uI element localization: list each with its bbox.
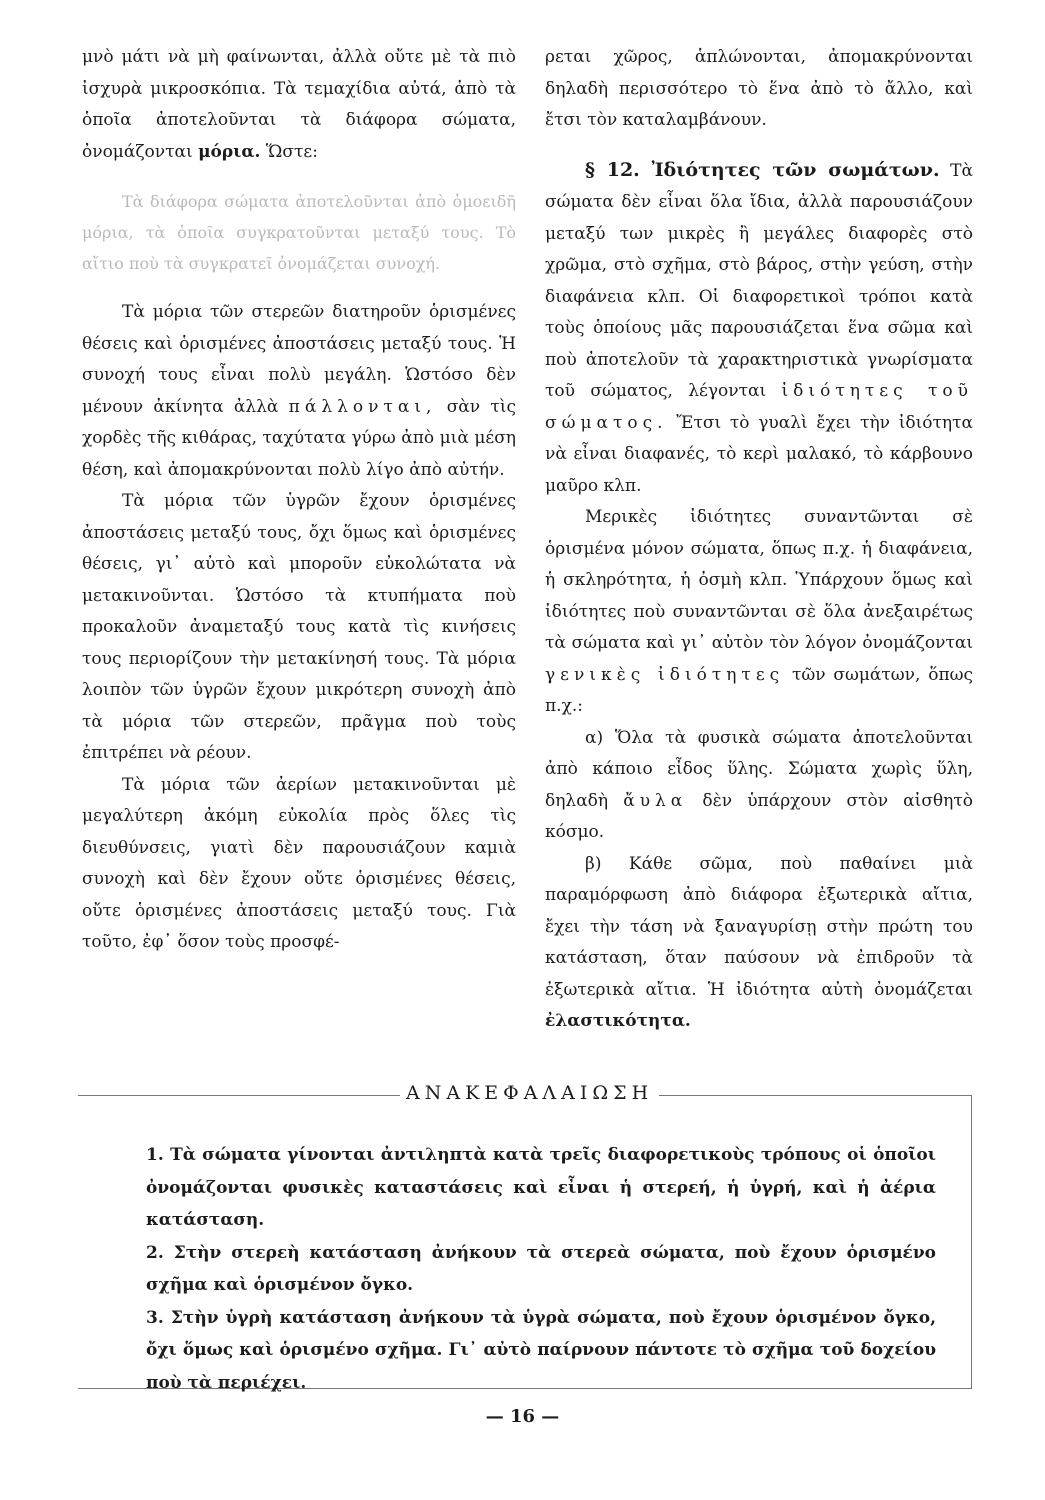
text-run: β) Κάθε σῶμα, ποὺ παθαίνει μιὰ παραμόρφωση ἀπὸ διάφορα ἐξωτερικὰ αἴτια, ἔχει τὴν τάση νὰ ξαναγυρίσῃ στὴν πρώτη του κατάσταση, ὅταν παύσουν νὰ ἐπιδροῦν τὰ ἐξωτερικὰ αἴτια. Ἡ ἰδιότητα αὐτὴ ὀνομάζεται <box>545 853 973 1000</box>
summary-item: 1. Τὰ σώματα γίνονται ἀντιληπτὰ κατὰ τρεῖς διαφορετικοὺς τρόπους οἱ ὁποῖοι ὀνομάζονται φυσικὲς καταστάσεις καὶ εἶναι ἡ στερεή, ἡ ὑγρή, καὶ ἡ ἀέρια κατάσταση. <box>146 1145 936 1230</box>
text-run: μνὸ μάτι νὰ μὴ φαίνωνται, ἀλλὰ οὔτε μὲ τὰ πιὸ ἰσχυρὰ μικροσκόπια. Τὰ τεμαχίδια αὐτά, ἀπὸ τὰ ὁποῖα ἀποτελοῦνται τὰ διάφορα σώματα, ὀνομάζονται <box>82 47 516 162</box>
paragraph: ρεται χῶρος, ἁπλώνονται, ἀπομακρύνονται δηλαδὴ περισσότερο τὸ ἕνα ἀπὸ τὸ ἄλλο, καὶ ἔτσι τὸν καταλαμβάνουν. <box>545 47 973 130</box>
spaced-term: πάλλονται, <box>288 396 437 417</box>
bold-term: μόρια. <box>198 141 261 162</box>
spaced-term: γενικὲς ἰδιότητες <box>545 664 785 685</box>
summary-item: 3. Στὴν ὑγρὴ κατάσταση ἀνήκουν τὰ ὑγρὰ σώματα, ποὺ ἔχουν ὁρισμένον ὄγκο, ὄχι ὅμως καὶ ὁρισμένο σχῆμα. Γι᾿ αὐτὸ παίρνουν πάντοτε τὸ σχῆμα τοῦ δοχείου ποὺ τὰ περιέχει. <box>146 1307 936 1393</box>
bold-term: ἐλαστικότητα. <box>545 1011 691 1031</box>
section-heading: § 12. Ἰδιότητες τῶν σωμάτων. <box>585 158 940 181</box>
summary-item: 2. Στὴν στερεὴ κατάσταση ἀνήκουν τὰ στερεὰ σώματα, ποὺ ἔχουν ὁρισμένο σχῆμα καὶ ὁρισμένον ὄγκο. <box>146 1242 936 1295</box>
text-run: Τὰ σώματα δὲν εἶναι ὅλα ἴδια, ἀλλὰ παρουσιάζουν μεταξύ των μικρὲς ἢ μεγάλες διαφορὲς στὸ χρῶμα, στὸ σχῆμα, στὸ βάρος, στὴν γεύση, στὴν διαφάνεια κλπ. Οἱ διαφορετικοὶ τρόποι κατὰ τοὺς ὁποίους μᾶς παρουσιάζεται ἕνα σῶμα καὶ ποὺ ἀποτελοῦν τὰ χαρακτηριστικὰ γνωρίσματα τοῦ σώματος, λέγονται <box>545 160 973 401</box>
page-number: — 16 — <box>485 1406 560 1427</box>
paragraph <box>545 849 973 1038</box>
text-run: α) Ὅλα τὰ φυσικὰ σώματα ἀποτελοῦνται ἀπὸ κάποιο εἶδος ὕλης. Σώματα χωρὶς ὕλη, δηλαδὴ <box>545 727 973 811</box>
paragraph: Τὰ μόρια τῶν ἀερίων μετακινοῦνται μὲ μεγαλύτερη ἀκόμη εὐκολία πρὸς ὅλες τὶς διευθύνσεις, γιατὶ δὲν παρουσιάζουν καμιὰ συνοχὴ καὶ δὲν ἔχουν οὔτε ὁρισμένες θέσεις, οὔτε ὁρισμένες ἀποστάσεις μεταξύ τους. Γιὰ τοῦτο, ἐφ᾿ ὅσον τοὺς προσφέ- <box>82 774 516 952</box>
paragraph <box>545 723 973 849</box>
text-run: σὰν τὶς χορδὲς τῆς κιθάρας, ταχύτατα γύρω ἀπὸ μιὰ μέση θέση, καὶ ἀπομακρύνονται πολὺ λίγο ἀπὸ αὐτήν. <box>82 396 516 480</box>
text-run: Μερικὲς ἰδιότητες συναντῶνται σὲ ὁρισμένα μόνον σώματα, ὅπως π.χ. ἡ διαφάνεια, ἡ σκληρότητα, ἡ ὀσμὴ κλπ. Ὑπάρχουν ὅμως καὶ ἰδιότητες ποὺ συναντῶνται σὲ ὅλα ἀνεξαιρέτως τὰ σώματα καὶ γι᾿ αὐτὸν τὸν λόγον ὀνομάζονται <box>545 507 973 653</box>
spaced-term: ἰδιότητες τοῦ σώματος. <box>545 381 973 433</box>
paragraph <box>82 297 516 486</box>
right-column <box>545 42 973 1038</box>
text-run: Τὰ μόρια τῶν στερεῶν διατηροῦν ὁρισμένες θέσεις καὶ ὁρισμένες ἀποστάσεις μεταξύ τους. Ἡ συνοχή τους εἶναι πολὺ μεγάλη. Ὡστόσο δὲν μένουν ἀκίνητα ἀλλὰ <box>82 302 516 417</box>
paragraph <box>82 42 516 168</box>
text-run: Ὥστε: <box>260 141 318 162</box>
summary-body <box>146 1139 936 1399</box>
summary-title: ΑΝΑΚΕΦΑΛΑΙΩΣΗ <box>400 1082 659 1104</box>
section-paragraph <box>545 155 973 503</box>
text-run: δὲν ὑπάρχουν στὸν αἰσθητὸ κόσμο. <box>545 790 973 842</box>
paragraph: Τὰ μόρια τῶν ὑγρῶν ἔχουν ὁρισμένες ἀποστάσεις μεταξύ τους, ὄχι ὅμως καὶ ὁρισμένες θέσεις, γι᾿ αὐτὸ καὶ μποροῦν εὐκολώτατα νὰ μετακινοῦνται. Ὡστόσο τὰ κτυπήματα ποὺ προκαλοῦν ἀναμεταξύ τους κατὰ τὶς κινήσεις τους περιορίζουν τὴν μετακίνησή τους. Τὰ μόρια λοιπὸν τῶν ὑγρῶν ἔχουν μικρότερη συνοχὴ ἀπὸ τὰ μόρια τῶν στερεῶν, πρᾶγμα ποὺ τοὺς ἐπιτρέπει νὰ ρέουν. <box>82 491 516 763</box>
left-column <box>82 42 516 959</box>
paragraph <box>545 502 973 723</box>
summary-box <box>78 1082 972 1393</box>
text-run: Ἔτσι τὸ γυαλὶ ἔχει τὴν ἰδιότητα νὰ εἶναι διαφανές, τὸ κερὶ μαλακό, τὸ κάρβουνο μαῦρο κλπ. <box>545 412 973 496</box>
faded-definition: Τὰ διάφορα σώματα ἀποτελοῦνται ἀπὸ ὁμοειδῆ μόρια, τὰ ὁποῖα συγκρατοῦνται μεταξύ τους. Τὸ αἴτιο ποὺ τὰ συγκρατεῖ ὀνομάζεται συνοχή. <box>82 192 516 273</box>
text-run: τῶν σωμάτων, ὅπως π.χ.: <box>545 664 973 716</box>
spaced-term: ἄυλα <box>623 790 688 811</box>
